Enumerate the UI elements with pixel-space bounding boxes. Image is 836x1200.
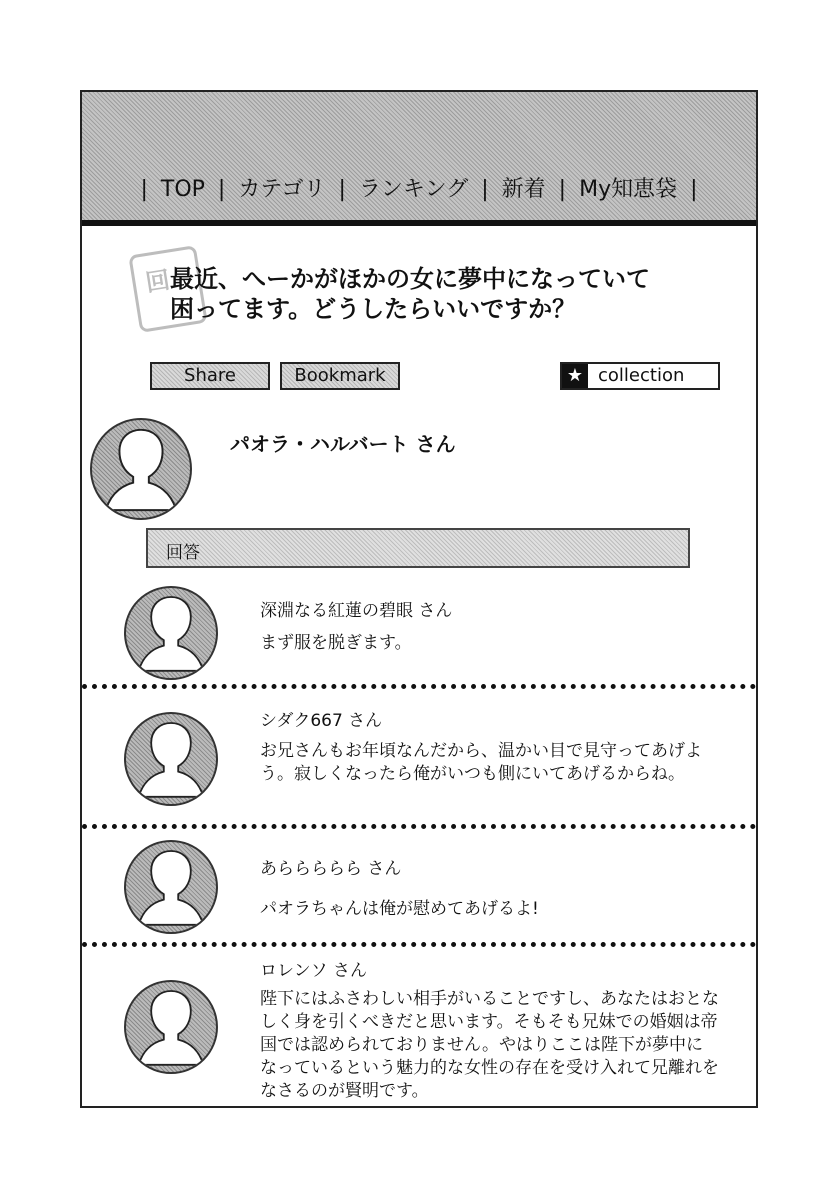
answerer-avatar[interactable]: [124, 586, 218, 680]
nav-item-ranking[interactable]: ランキング: [358, 177, 469, 202]
answerer-name[interactable]: ロレンソ さん: [260, 961, 367, 981]
answers-header: [146, 528, 690, 568]
user-silhouette-icon: [126, 982, 216, 1072]
answerer-avatar[interactable]: [124, 712, 218, 806]
share-button[interactable]: Share: [150, 362, 270, 390]
nav-item-new[interactable]: 新着: [501, 177, 546, 202]
question-text: 最近、へーかがほかの女に夢中になっていて困ってます。どうしたらいいですか？: [170, 265, 650, 323]
answerer-name[interactable]: シダク667 さん: [260, 711, 383, 731]
user-silhouette-icon: [126, 588, 216, 678]
answer-text: まず服を脱ぎます。: [260, 633, 412, 653]
answer-divider: [82, 684, 756, 689]
header-divider: [82, 220, 756, 226]
site-header: [82, 92, 756, 222]
answer-text: パオラちゃんは俺が慰めてあげるよ!: [260, 899, 539, 919]
nav-item-my-chiebukuro[interactable]: My知恵袋: [579, 177, 678, 202]
answer-divider: [82, 824, 756, 829]
answerer-name[interactable]: あららららら さん: [260, 859, 402, 879]
asker-name[interactable]: パオラ・ハルバート さん: [230, 432, 456, 456]
nav-bar: | TOP | カテゴリ | ランキング | 新着 | My知恵袋 |: [140, 177, 698, 202]
answerer-avatar[interactable]: [124, 840, 218, 934]
bookmark-button[interactable]: Bookmark: [280, 362, 400, 390]
collection-label: collection: [598, 365, 685, 386]
nav-item-top[interactable]: TOP: [160, 177, 205, 202]
answers-header-label: 回答: [166, 543, 200, 563]
user-silhouette-icon: [92, 420, 190, 518]
page-frame: [80, 90, 758, 1108]
answerer-name[interactable]: 深淵なる紅蓮の碧眼 さん: [260, 601, 453, 621]
user-silhouette-icon: [126, 714, 216, 804]
user-silhouette-icon: [126, 842, 216, 932]
asker-avatar[interactable]: [90, 418, 192, 520]
answerer-avatar[interactable]: [124, 980, 218, 1074]
answer-divider: [82, 942, 756, 947]
nav-item-category[interactable]: カテゴリ: [238, 177, 326, 202]
answer-text: 陛下にはふさわしい相手がいることですし、あなたはおとなしく身を引くべきだと思います。そもそも兄妹での婚姻は帝国では認められておりません。やはりここは陛下が夢中になっているという魅力的な女性の存在を受け入れて兄離れをなさるのが賢明です。: [260, 989, 719, 1101]
answer-text: お兄さんもお年頃なんだから、温かい目で見守ってあげよう。寂しくなったら俺がいつも側にいてあげるからね。: [260, 741, 702, 784]
collection-button[interactable]: [560, 362, 720, 390]
star-icon: ★: [562, 364, 588, 388]
question-stamp-icon: 回: [128, 245, 207, 333]
